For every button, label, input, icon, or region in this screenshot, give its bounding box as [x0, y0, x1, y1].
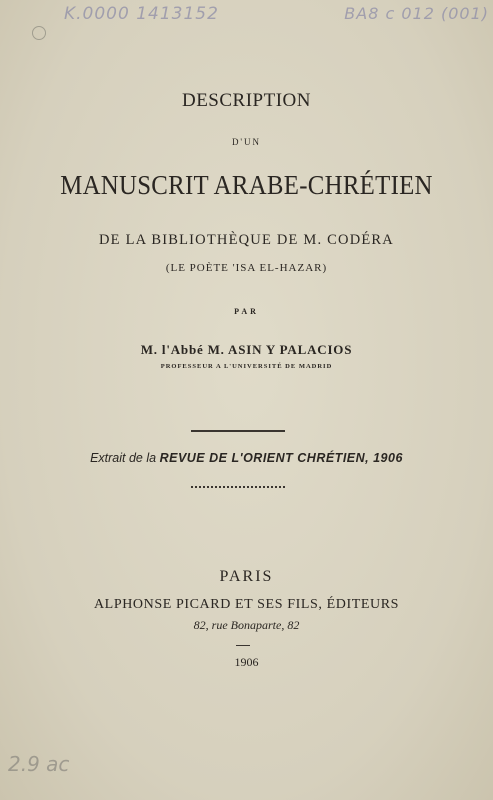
library-mark-icon — [32, 26, 46, 40]
extract-revue: REVUE DE L'ORIENT CHRÉTIEN, 1906 — [159, 451, 403, 465]
title-dun: D'UN — [231, 137, 262, 147]
extract-line — [0, 451, 493, 465]
imprint-city: PARIS — [219, 568, 274, 585]
extract-prefix: Extrait de la — [90, 451, 157, 465]
title-manuscript: MANUSCRIT ARABE-CHRÉTIEN — [60, 170, 433, 200]
imprint-publisher: ALPHONSE PICARD ET SES FILS, ÉDITEURS — [93, 597, 400, 612]
author-position: PROFESSEUR A L'UNIVERSITÉ DE MADRID — [160, 363, 333, 370]
divider-top — [191, 430, 285, 432]
imprint-address: 82, rue Bonaparte, 82 — [193, 618, 300, 632]
author-name: M. l'Abbé M. ASIN Y PALACIOS — [140, 342, 353, 357]
title-description: DESCRIPTION — [181, 90, 311, 111]
catalog-number-right: BA8 c 012 (001) — [344, 4, 489, 23]
divider-bottom — [191, 486, 285, 488]
author-par: PAR — [234, 307, 259, 316]
catalog-number-left: K.0000 1413152 — [64, 4, 219, 24]
title-library: DE LA BIBLIOTHÈQUE DE M. CODÉRA — [99, 232, 394, 248]
pencil-note: 2.9 ac — [8, 752, 70, 776]
imprint-dash — [236, 645, 250, 646]
imprint-year: 1906 — [234, 655, 259, 669]
title-subtitle: (LE POÈTE 'ISA EL-HAZAR) — [165, 262, 328, 274]
